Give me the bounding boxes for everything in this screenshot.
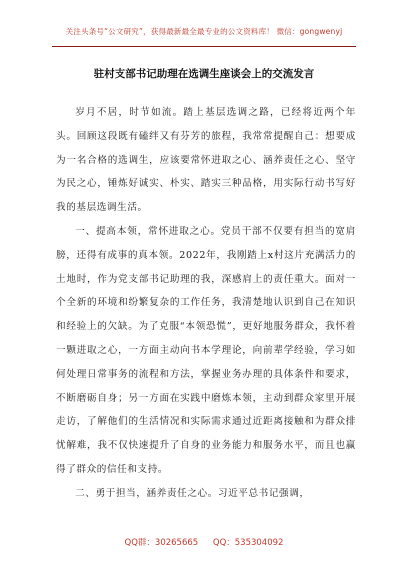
footer-contact: [0, 536, 408, 548]
document-title: 驻村支部书记助理在选调生座谈会上的交流发言: [93, 68, 315, 80]
footer-qq-group: QQ群：30265665: [124, 538, 199, 548]
document-body: [56, 101, 356, 506]
paragraph-section-two: 二、勇于担当，涵养责任之心。习近平总书记强调，: [75, 487, 310, 499]
header-divider: [52, 46, 356, 47]
footer-qq: QQ：535304092: [212, 538, 284, 548]
header-note: 关注头条号“公文研究”，获得最新最全最专业的公文资料库！ 微信：gongwenyj: [65, 27, 343, 36]
paragraph-section-one: 一、提高本领，常怀进取之心。党员干部不仅要有担当的宽肩膀，还得有成事的真本领。2022年，我刚踏上x村这片充满活力的土地时，作为党支部书记助理的我，深感肩上的责任重大。面对一个全新的环境和纷繁复杂的工作任务，我清楚地认识到自己在知识和经验上的欠缺。为了克服“本领恐慌”，更好地服务群众，我怀着一颗进取之心，一方面主动向书本学理论，向前辈学经验，学习如何处理日常事务的流程和方法，掌握业务办理的具体条件和要求，不断磨砺自身；另一方面在实践中磨炼本领，主动到群众家里开展走访，了解他们的生活情况和实际需求通过近距离接触和为群众排忧解难，我不仅快速提升了自身的业务能力和服务水平，而且也赢得了群众的信任和支持。: [56, 225, 356, 475]
paragraph-intro: 岁月不居，时节如流。踏上基层选调之路，已经将近两个年头。回顾这段既有磕绊又有芬芳的旅程，我常常提醒自己：想要成为一名合格的选调生，应该要常怀进取之心、涵养责任之心、坚守为民之心，锤炼好诚实、朴实、踏实三种品格，用实际行动书写好我的基层选调生活。: [56, 107, 356, 214]
